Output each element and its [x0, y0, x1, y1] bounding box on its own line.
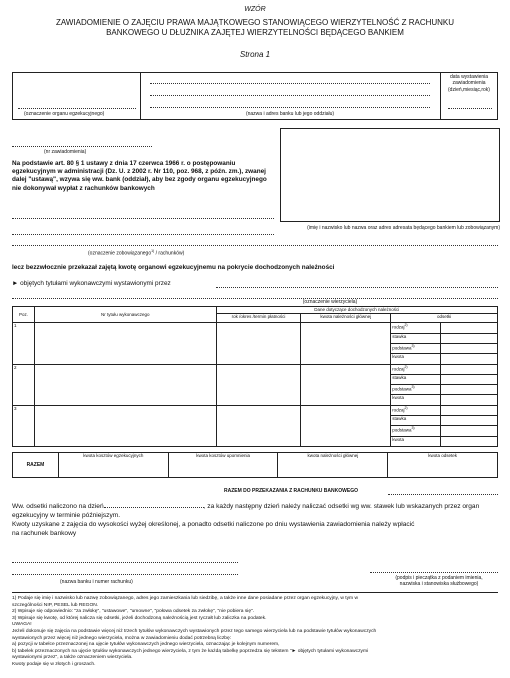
- row-1-title-number[interactable]: [34, 323, 216, 364]
- transfer-total-label: RAZEM DO PRZEKAZANIA Z RACHUNKU BANKOWEGO: [224, 488, 358, 494]
- obligor-line-1[interactable]: [12, 218, 274, 219]
- footnote-3: 3) Wpisuje się kwotę, od której nalicza się odsetki, jeżeli dochodzoną należnością jest ryczałt lub zaliczka na podatek.: [12, 615, 267, 621]
- titles-line: [12, 280, 171, 287]
- header-group: Dane dotyczące dochodzonych należności: [216, 307, 497, 314]
- date-label-3: (dzień,miesiąc,rok): [448, 86, 490, 93]
- row-1-period[interactable]: [216, 323, 301, 364]
- date-label-1: data wystawienia: [449, 74, 489, 80]
- row-3-kind-label: rodzaj$^{2)}$: [391, 405, 441, 415]
- signature-label: [380, 575, 498, 588]
- organ-label: (oznaczenie organu egzekucyjnego): [24, 111, 105, 117]
- addressee-label: (imię i nazwisko lub nazwa oraz adres adresata będącego bankiem lub zobowiązanym): [307, 225, 500, 231]
- row-2-poz: 2: [13, 364, 35, 405]
- row-1-main[interactable]: [301, 323, 391, 364]
- row-1-base-label: podstawa$^{3)}$: [391, 344, 441, 354]
- row-3-rate-label: stawka: [391, 415, 441, 425]
- totals-costs-label: kwota kosztów egzekucyjnych: [58, 453, 168, 462]
- interest-line-4: na rachunek bankowy: [12, 530, 77, 537]
- uwaga-line-5: wystawionymi przez", a także oznaczeniem wierzyciela.: [12, 655, 133, 661]
- obligor-line-3[interactable]: [12, 245, 498, 246]
- totals-interest-label: kwota odsetek: [388, 453, 498, 462]
- row-1-base-value[interactable]: [441, 344, 498, 354]
- wzor-label: WZÓR: [244, 6, 266, 13]
- totals-interest-value[interactable]: [388, 462, 498, 478]
- organ-field[interactable]: [18, 108, 136, 109]
- page-number: Strona 1: [239, 50, 271, 59]
- footnote-1: 1) Podaje się imię i nazwisko lub nazwę zobowiązanego, adres jego zamieszkania lub siedzibę, a także inne dane posiadane przez organ egzekucyjny, w tym w: [12, 596, 358, 601]
- row-3-base-value[interactable]: [441, 426, 498, 436]
- date-field[interactable]: [448, 108, 492, 109]
- row-1-rate-label: stawka: [391, 333, 441, 343]
- header-main-amount: kwota należności głównej: [301, 314, 391, 323]
- signature-label-2: nazwiska i stanowiska służbowego): [399, 581, 479, 588]
- arrow-icon: ►: [12, 280, 19, 287]
- bank-account-field-1[interactable]: [12, 562, 238, 563]
- header-poz: Poz.: [13, 307, 35, 323]
- row-2-base-value[interactable]: [441, 385, 498, 395]
- row-2-title-number[interactable]: [34, 364, 216, 405]
- row-3-amount-value[interactable]: [441, 436, 498, 446]
- row-1-amount-label: kwota: [391, 354, 441, 364]
- header-title-number: Nr tytułu wykonawczego: [34, 307, 216, 323]
- row-1-amount-value[interactable]: [441, 354, 498, 364]
- row-3-main[interactable]: [301, 405, 391, 446]
- totals-reminder-label: kwota kosztów upomnienia: [168, 453, 278, 462]
- uwaga-line-6: Kwoty podaje się w złotych i groszach.: [12, 661, 96, 667]
- row-1-rate-value[interactable]: [441, 333, 498, 343]
- footnotes: [12, 596, 506, 669]
- row-1-kind-label: rodzaj$^{2)}$: [391, 323, 441, 333]
- row-2-amount-value[interactable]: [441, 395, 498, 405]
- interest-date-field[interactable]: [104, 507, 204, 508]
- title-line-2: BANKOWEGO U DŁUŻNIKA ZAJĘTEJ WIERZYTELNOŚCI BĘDĄCEGO BANKIEM: [106, 28, 404, 37]
- date-label: [440, 74, 498, 93]
- row-3-rate-value[interactable]: [441, 415, 498, 425]
- row-3-poz: 3: [13, 405, 35, 446]
- interest-line-1-tail: , za każdy następny dzień należy naliczać odsetki wg ww. stawek lub wskazanych przez organ: [203, 503, 480, 510]
- bank-field-line-3[interactable]: [150, 107, 430, 108]
- obligor-label: (oznaczenie zobowiązanego$^{1)}$ / rachunków): [88, 249, 185, 257]
- bank-account-label: (nazwa banku i numer rachunku): [60, 579, 133, 585]
- totals-costs-value[interactable]: [58, 462, 168, 478]
- row-2-amount-label: kwota: [391, 395, 441, 405]
- row-3-amount-label: kwota: [391, 436, 441, 446]
- totals-table: [12, 452, 498, 478]
- date-label-2: zawiadomienia: [452, 80, 486, 87]
- row-2-kind-label: rodzaj$^{2)}$: [391, 364, 441, 374]
- row-3-base-label: podstawa$^{3)}$: [391, 426, 441, 436]
- uwaga-line-2: wystawionych przez więcej niż jednego wierzyciela, można w zawiadomieniu dodać potrzebną liczbę:: [12, 635, 232, 641]
- creditor-field-1[interactable]: [216, 287, 498, 288]
- legal-basis-text: Na podstawie art. 80 § 1 ustawy z dnia 17 czerwca 1966 r. o postępowaniu egzekucyjnym w administracji (Dz. U. z 2002 r. Nr 110, poz. 968, z późn. zm.), zwanej dalej "ustawą", wzywa się ww. bank (oddział), aby bez zgody organu egzekucyjnego nie dokonywał wypłat z rachunków bankowych: [12, 160, 267, 192]
- bank-account-field-2[interactable]: [12, 574, 238, 575]
- row-2-rate-value[interactable]: [441, 374, 498, 384]
- row-1-kind-value[interactable]: [441, 323, 498, 333]
- titles-table: [12, 306, 498, 447]
- footnote-2: 2) Wpisuje się odpowiednio: "za zwłokę", "ustawowe", "umowne", "połowa odsetek za zwłokę", "nie pobiera się".: [12, 609, 255, 615]
- row-1-poz: 1: [13, 323, 35, 364]
- transfer-total-field[interactable]: [388, 494, 498, 495]
- row-2-rate-label: stawka: [391, 374, 441, 384]
- uwaga-line-1: Jeżeli dokonuje się zajęcia na podstawie więcej niż trzech tytułów wykonawczych wystawionych przez tego samego wierzyciela lub na podstawie tytułów wykonawczych: [12, 628, 377, 634]
- creditor-field-2[interactable]: [12, 298, 498, 299]
- bank-field-line-2[interactable]: [150, 95, 430, 96]
- signature-field[interactable]: [370, 572, 498, 573]
- signature-label-1: (podpis i pieczątka z podaniem imienia,: [395, 575, 483, 581]
- totals-razem: RAZEM: [13, 453, 59, 478]
- transfer-text: lecz bezzwłocznie przekazał zajętą kwotę organowi egzekucyjnemu na pokrycie dochodzonych należności: [12, 264, 335, 271]
- totals-main-label: kwota należności głównej: [278, 453, 388, 462]
- interest-line-3: Kwoty uzyskane z zajęcia do wysokości wyżej określonej, a ponadto odsetki naliczone po dniu wystawienia zawiadomienia należy wpłacić: [12, 521, 415, 528]
- totals-reminder-value[interactable]: [168, 462, 278, 478]
- row-2-main[interactable]: [301, 364, 391, 405]
- title-line-1: ZAWIADOMIENIE O ZAJĘCIU PRAWA MAJĄTKOWEGO STANOWIĄCEGO WIERZYTELNOŚĆ Z RACHUNKU: [55, 18, 455, 27]
- uwaga-line-4: b) tabelek przeznaczonych na ujęcie tytułów wykonawczych jednego wierzyciela, z tym że każdą tabelkę poprzedza się tekstem "► objętych tytułami wykonawczymi: [12, 648, 369, 654]
- document-title: [0, 18, 510, 38]
- creditor-label: (oznaczenie wierzyciela): [302, 299, 358, 305]
- nr-label: (nr zawiadomienia): [44, 149, 87, 155]
- interest-line-2: egzekucyjny w terminie późniejszym.: [12, 512, 121, 519]
- titles-text: objętych tytułami wykonawczymi wystawionymi przez: [20, 280, 171, 287]
- interest-paragraph: [12, 502, 502, 538]
- row-3-kind-value[interactable]: [441, 405, 498, 415]
- uwaga-line-3: a) pozycji w tabelce przeznaczonej na ujęcie tytułów wykonawczych jednego wierzyciela, oznaczając je kolejnym numerem,: [12, 642, 280, 648]
- row-2-period[interactable]: [216, 364, 301, 405]
- nr-field[interactable]: [12, 146, 152, 147]
- header-period: rok /okres /termin płatności: [216, 314, 301, 323]
- obligor-line-2[interactable]: [12, 234, 274, 235]
- header-interest: odsetki: [391, 314, 498, 323]
- row-2-kind-value[interactable]: [441, 364, 498, 374]
- uwaga-heading: UWAGA!: [12, 622, 32, 628]
- bank-label: (nazwa i adres banku lub jego oddziału): [245, 111, 335, 117]
- footnote-1b: szczególności NIP, PESEL lub REGON.: [12, 602, 99, 608]
- row-3-title-number[interactable]: [34, 405, 216, 446]
- bank-field-line-1[interactable]: [150, 83, 430, 84]
- row-2-base-label: podstawa$^{3)}$: [391, 385, 441, 395]
- interest-line-1: Ww. odsetki naliczono na dzień: [12, 503, 104, 510]
- addressee-box[interactable]: [280, 128, 500, 222]
- row-3-period[interactable]: [216, 405, 301, 446]
- totals-main-value[interactable]: [278, 462, 388, 478]
